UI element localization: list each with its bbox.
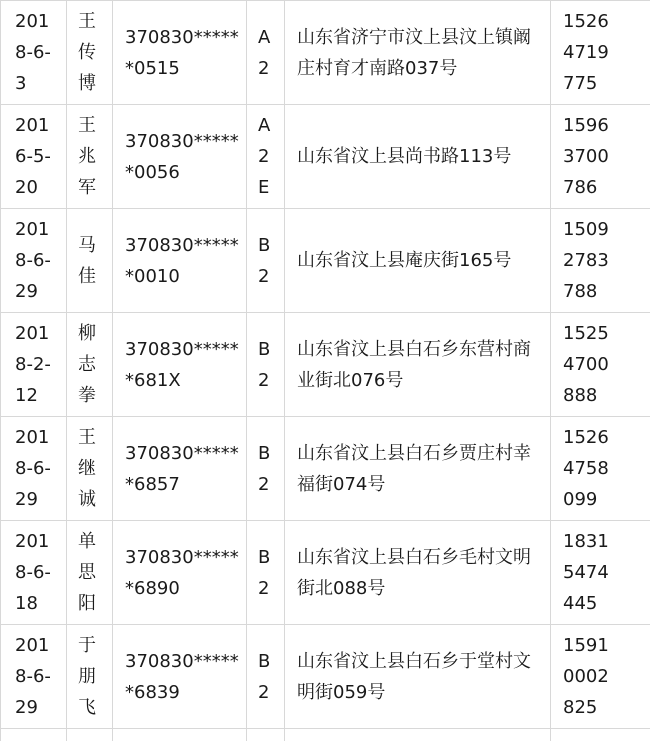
phone-cell — [551, 209, 650, 313]
address-cell — [285, 625, 551, 729]
name-cell — [67, 105, 113, 209]
table-row — [1, 625, 650, 729]
id-number-cell — [113, 209, 247, 313]
address-cell — [285, 1, 551, 105]
name-cell — [67, 521, 113, 625]
table-row — [1, 313, 650, 417]
date-cell — [1, 417, 67, 521]
address-text: 山东省汶上县白石乡东营村商业街北076号 — [297, 338, 531, 391]
address-text: 山东省济宁市汶上县汶上镇阚庄村育才南路037号 — [297, 26, 531, 79]
license-class-cell — [247, 417, 285, 521]
date-cell — [1, 1, 67, 105]
phone-text: 15264758099 — [563, 427, 609, 510]
id-number-cell — [113, 521, 247, 625]
phone-text: 15092783788 — [563, 219, 609, 302]
phone-cell — [551, 521, 650, 625]
date-text: 2018-6-29 — [15, 635, 51, 718]
name-text: 单思阳 — [78, 531, 96, 614]
name-text: 于朋飞 — [78, 635, 96, 718]
phone-cell — [551, 625, 650, 729]
records-body — [1, 1, 650, 741]
id-number-text: 370830******0010 — [125, 234, 239, 287]
name-text: 柳志拳 — [78, 323, 96, 406]
license-class-text: A2E — [258, 115, 271, 198]
date-cell — [1, 625, 67, 729]
license-class-text: B2 — [258, 234, 271, 287]
address-text: 山东省汶上县白石乡贾庄村幸福街074号 — [297, 442, 531, 495]
address-cell — [285, 313, 551, 417]
license-class-text: B2 — [258, 546, 271, 599]
address-text: 山东省汶上县白石乡于堂村文明街059号 — [297, 650, 531, 703]
phone-cell — [551, 417, 650, 521]
date-cell — [1, 521, 67, 625]
name-cell — [67, 625, 113, 729]
id-number-text: 370830******6839 — [125, 650, 239, 703]
license-class-cell — [247, 1, 285, 105]
address-cell — [285, 209, 551, 313]
id-number-cell — [113, 625, 247, 729]
name-cell — [67, 417, 113, 521]
id-number-text: 370830******6890 — [125, 546, 239, 599]
address-cell — [285, 105, 551, 209]
table-row — [1, 1, 650, 105]
address-text: 山东省汶上县庵庆街165号 — [297, 250, 512, 271]
date-text: 2018-2-12 — [15, 323, 51, 406]
phone-text: 15910002825 — [563, 635, 609, 718]
phone-cell — [551, 313, 650, 417]
license-class-cell — [247, 105, 285, 209]
date-text: 2018-6-3 — [15, 11, 51, 94]
address-cell — [285, 729, 551, 741]
date-text: 2018-6-29 — [15, 219, 51, 302]
name-cell — [67, 1, 113, 105]
id-number-cell — [113, 313, 247, 417]
phone-cell — [551, 1, 650, 105]
id-number-cell — [113, 417, 247, 521]
name-text: 王兆军 — [78, 115, 96, 198]
date-text: 2018-6-18 — [15, 531, 51, 614]
address-cell — [285, 521, 551, 625]
date-text: 2016-5-20 — [15, 115, 51, 198]
id-number-cell — [113, 105, 247, 209]
license-class-cell — [247, 729, 285, 741]
phone-text: 15264719775 — [563, 11, 609, 94]
address-text: 山东省汶上县白石乡毛村文明街北088号 — [297, 546, 531, 599]
phone-cell — [551, 729, 650, 741]
table-row — [1, 417, 650, 521]
license-class-text: A2 — [258, 26, 271, 79]
name-text: 王继诚 — [78, 427, 96, 510]
license-class-cell — [247, 313, 285, 417]
name-cell — [67, 729, 113, 741]
phone-cell — [551, 105, 650, 209]
id-number-text: 370830******0056 — [125, 130, 239, 183]
name-text: 王传博 — [78, 11, 96, 94]
phone-text: 15254700888 — [563, 323, 609, 406]
name-cell — [67, 313, 113, 417]
license-class-cell — [247, 521, 285, 625]
license-class-text: B2 — [258, 442, 271, 495]
table-row-partial — [1, 729, 650, 741]
phone-text: 18315474445 — [563, 531, 609, 614]
license-class-cell — [247, 209, 285, 313]
table-row — [1, 521, 650, 625]
table-row — [1, 209, 650, 313]
id-number-cell — [113, 1, 247, 105]
date-cell — [1, 313, 67, 417]
license-class-text: B2 — [258, 650, 271, 703]
license-class-cell — [247, 625, 285, 729]
address-text: 山东省汶上县尚书路113号 — [297, 146, 512, 167]
id-number-text: 370830******0515 — [125, 26, 239, 79]
name-text: 马佳 — [78, 234, 96, 287]
license-class-text: B2 — [258, 338, 271, 391]
name-cell — [67, 209, 113, 313]
date-text: 2018-6-29 — [15, 427, 51, 510]
date-cell — [1, 209, 67, 313]
date-cell — [1, 729, 67, 741]
address-cell — [285, 417, 551, 521]
id-number-cell — [113, 729, 247, 741]
table-row — [1, 105, 650, 209]
id-number-text: 370830******681X — [125, 338, 239, 391]
phone-text: 15963700786 — [563, 115, 609, 198]
id-number-text: 370830******6857 — [125, 442, 239, 495]
date-cell — [1, 105, 67, 209]
